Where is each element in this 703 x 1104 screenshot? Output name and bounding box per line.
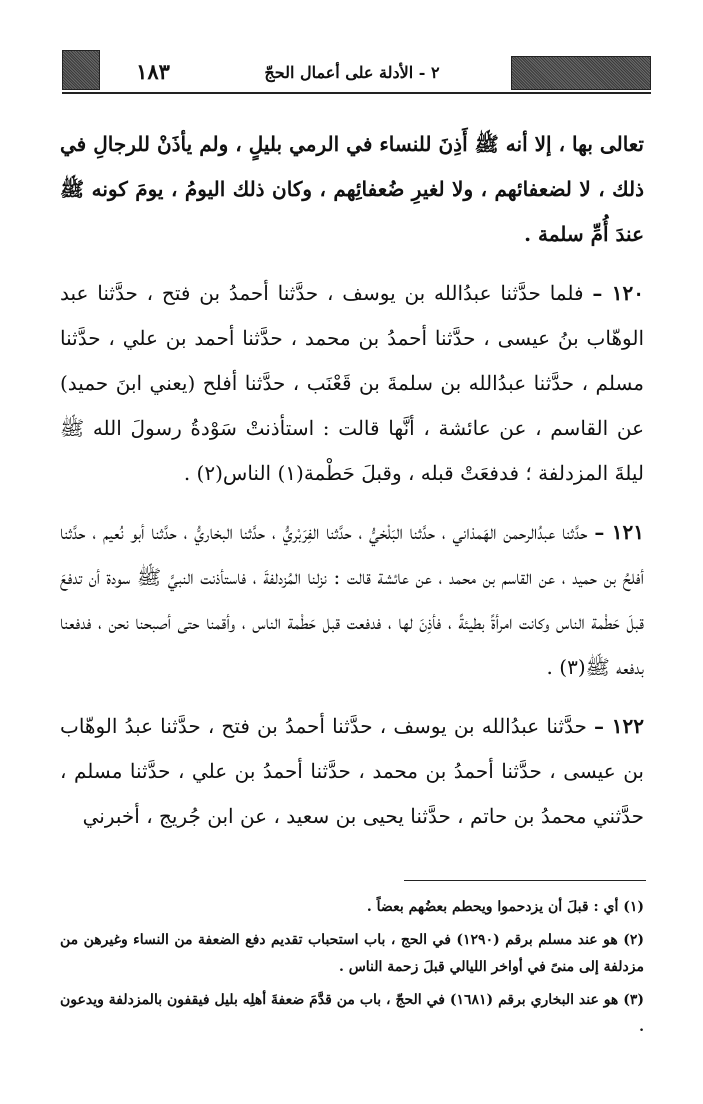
paragraph-text: تعالى بها ، إلا أنه ﷺ أَذِنَ للنساء في الرمي بليلٍ ، ولم يأذَنْ للرجالِ في ذلك ، لا لضعفائهم ، ولا لغيرِ ضُعفائِهم ، وكان ذلك اليومُ ، يومَ كونه ﷺ عندَ أُمِّ سلمة . bbox=[60, 132, 644, 246]
paragraph-text: فلما حدَّثنا عبدُالله بن يوسف ، حدَّثنا أحمدُ بن فتح ، حدَّثنا عبد الوهّاب بنُ عيسى ، حدَّثنا أحمدُ بن محمد ، حدَّثنا أحمد بن علي ، حدَّثنا مسلم ، حدَّثنا عبدُالله بن سلمةَ بن قَعْنَب ، حدَّثنا أفلح (يعني ابنَ حميد) عن القاسم ، عن عائشة ، أنَّها قالت : استأذنتْ سَوْدةُ رسولَ الله ﷺ ليلةَ المزدلفة ؛ فدفعَتْ قبله ، وقبلَ حَطْمة(١) الناس(٢) . bbox=[60, 281, 645, 485]
footnotes bbox=[60, 894, 644, 1047]
paragraph-text: حدَّثنا عبدُالله بن يوسف ، حدَّثنا أحمدُ بن فتح ، حدَّثنا عبدُ الوهّاب بن عيسى ، حدَّثنا أحمدُ بن محمد ، حدَّثنا أحمدُ بن علي ، حدَّثنا مسلم ، حدَّثني محمدُ بن حاتم ، حدَّثنا يحيى بن سعيد ، عن ابن جُريج ، أخبرني bbox=[60, 714, 644, 828]
footnote-3: (٣) هو عند البخاري برقم (١٦٨١) في الحجّ ، باب من قدَّمَ ضعفةَ أهلِه بليل فيقفون بالمزدلفة ويدعون . bbox=[60, 992, 644, 1035]
running-title: ٢ - الأدلة على أعمال الحجّ bbox=[264, 63, 440, 82]
hadith-122 bbox=[60, 704, 644, 839]
paragraph-continuation bbox=[60, 122, 644, 257]
footnote-divider bbox=[404, 880, 646, 881]
hadith-number: ١٢٢ – bbox=[594, 714, 644, 738]
hadith-number: ١٢٠ – bbox=[592, 281, 645, 305]
footnote-1: (١) أي : قبلَ أن يزدحموا ويحطم بعضُهم بعضاً . bbox=[366, 899, 644, 915]
header-decoration-right bbox=[511, 56, 651, 90]
paragraph-text: حدَّثنا عبدُالرحمن الهَمذاني ، حدَّثنا البَلْخيُّ ، حدَّثنا الفِرَبْريُّ ، حدَّثنا البخاريُّ ، حدَّثنا أبو نُعيم ، حدَّثنا أفلحُ بن حميد ، عن القاسم بن محمد ، عن عائشة قالت : نزلنا المُزدلفةَ ، فاستأذنت النبيَّ ﷺ سودة أن تدفعَ قبلَ حَطْمة الناس وكانت امرأةً بطيئةً ، فأذِنَ لها ، فدفعت قبل حَطْمة الناس ، وأقمنا حتى أصبحنا نحن ، فدفعنا بدفعه ﷺ(٣) . bbox=[60, 520, 644, 679]
hadith-number: ١٢١ – bbox=[594, 520, 645, 544]
page-number: ١٨٣ bbox=[136, 59, 170, 84]
hadith-121 bbox=[60, 510, 644, 690]
header-decoration-left bbox=[62, 50, 100, 90]
page-header bbox=[62, 50, 651, 94]
header-rule bbox=[62, 92, 651, 94]
footnote-2: (٢) هو عند مسلم برقم (١٢٩٠) في الحج ، باب استحباب تقديم دفع الضعفة من النساء وغيرهن من مزدلفة إلى منىً في أواخر الليالي قبلَ زحمة الناس . bbox=[60, 932, 644, 975]
main-text bbox=[60, 122, 644, 853]
hadith-120 bbox=[60, 271, 644, 496]
